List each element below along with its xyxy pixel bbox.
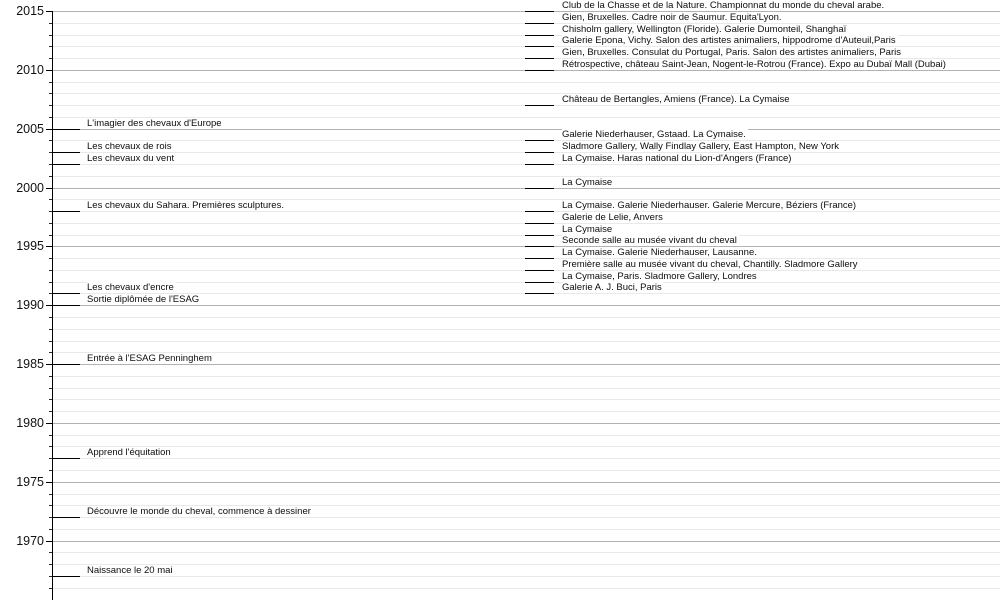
right-event-label: La Cymaise xyxy=(562,224,613,235)
minor-year-gridline xyxy=(53,458,1000,459)
major-year-gridline xyxy=(53,423,1000,424)
year-tick-label: 1980 xyxy=(16,416,44,430)
left-event-label: Les chevaux d'encre xyxy=(87,282,174,293)
year-tick-label: 2000 xyxy=(16,181,44,195)
minor-tick xyxy=(49,411,52,412)
minor-tick xyxy=(49,399,52,400)
right-event-marker xyxy=(525,223,554,224)
minor-tick xyxy=(49,282,52,283)
left-event-marker xyxy=(52,211,80,212)
minor-year-gridline xyxy=(53,317,1000,318)
major-year-gridline xyxy=(53,364,1000,365)
right-event-label: La Cymaise, Paris. Sladmore Gallery, Londres xyxy=(562,271,757,282)
minor-year-gridline xyxy=(53,494,1000,495)
minor-tick xyxy=(49,140,52,141)
right-event-label: Château de Bertangles, Amiens (France). La Cymaise xyxy=(562,94,790,105)
minor-tick xyxy=(49,199,52,200)
minor-year-gridline xyxy=(53,564,1000,565)
right-event-marker xyxy=(525,164,554,165)
minor-tick xyxy=(49,329,52,330)
minor-year-gridline xyxy=(53,576,1000,577)
minor-tick xyxy=(49,223,52,224)
major-tick xyxy=(46,70,52,71)
major-tick xyxy=(46,246,52,247)
minor-year-gridline xyxy=(53,446,1000,447)
left-event-marker xyxy=(52,458,80,459)
major-tick xyxy=(46,11,52,12)
minor-tick xyxy=(49,494,52,495)
right-event-label: Galerie Niederhauser, Gstaad. La Cymaise. xyxy=(562,129,746,140)
minor-tick xyxy=(49,435,52,436)
right-event-label: Seconde salle au musée vivant du cheval xyxy=(562,235,737,246)
minor-year-gridline xyxy=(53,529,1000,530)
left-event-marker xyxy=(52,129,80,130)
right-event-marker xyxy=(525,58,554,59)
minor-year-gridline xyxy=(53,93,1000,94)
right-event-marker xyxy=(525,235,554,236)
year-tick-label: 2015 xyxy=(16,4,44,18)
right-event-label: Première salle au musée vivant du cheval, Chantilly. Sladmore Gallery xyxy=(562,259,858,270)
left-event-label: Sortie diplômée de l'ESAG xyxy=(87,294,200,305)
left-event-marker xyxy=(52,517,80,518)
right-event-label: Rétrospective, château Saint-Jean, Nogent-le-Rotrou (France). Expo au Dubaï Mall (Dubai) xyxy=(562,59,946,70)
major-tick xyxy=(46,482,52,483)
left-event-label: L'imagier des chevaux d'Europe xyxy=(87,118,222,129)
minor-year-gridline xyxy=(53,517,1000,518)
left-event-marker xyxy=(52,164,80,165)
right-event-marker xyxy=(525,293,554,294)
minor-tick xyxy=(49,470,52,471)
left-event-label: Naissance le 20 mai xyxy=(87,565,173,576)
minor-tick xyxy=(49,93,52,94)
right-event-label: La Cymaise. Galerie Niederhauser. Galerie Mercure, Béziers (France) xyxy=(562,200,857,211)
minor-tick xyxy=(49,46,52,47)
minor-year-gridline xyxy=(53,435,1000,436)
major-year-gridline xyxy=(53,482,1000,483)
left-event-marker xyxy=(52,364,80,365)
left-event-label: Les chevaux du vent xyxy=(87,153,175,164)
year-tick-label: 1990 xyxy=(16,298,44,312)
minor-tick xyxy=(49,341,52,342)
right-event-label: Galerie Epona, Vichy. Salon des artistes animaliers, hippodrome d'Auteuil,Paris xyxy=(562,35,896,46)
minor-year-gridline xyxy=(53,388,1000,389)
right-event-marker xyxy=(525,140,554,141)
minor-tick xyxy=(49,117,52,118)
minor-tick xyxy=(49,270,52,271)
minor-tick xyxy=(49,505,52,506)
major-year-gridline xyxy=(53,541,1000,542)
minor-tick xyxy=(49,552,52,553)
left-event-label: Découvre le monde du cheval, commence à dessiner xyxy=(87,506,311,517)
year-tick-label: 1970 xyxy=(16,534,44,548)
right-event-marker xyxy=(525,211,554,212)
minor-tick xyxy=(49,564,52,565)
left-event-marker xyxy=(52,152,80,153)
minor-tick xyxy=(49,105,52,106)
right-event-marker xyxy=(525,35,554,36)
minor-year-gridline xyxy=(53,588,1000,589)
right-event-label: Chisholm gallery, Wellington (Floride). Galerie Dumonteil, Shanghaï xyxy=(562,24,847,35)
minor-tick xyxy=(49,388,52,389)
right-event-marker xyxy=(525,258,554,259)
minor-tick xyxy=(49,258,52,259)
right-event-marker xyxy=(525,246,554,247)
right-event-marker xyxy=(525,11,554,12)
right-event-marker xyxy=(525,282,554,283)
right-event-marker xyxy=(525,270,554,271)
year-tick-label: 1995 xyxy=(16,239,44,253)
right-event-label: Gien, Bruxelles. Cadre noir de Saumur. Equita'Lyon. xyxy=(562,12,782,23)
right-event-marker xyxy=(525,105,554,106)
minor-tick xyxy=(49,446,52,447)
right-event-label: La Cymaise. Galerie Niederhauser, Lausanne. xyxy=(562,247,757,258)
minor-tick xyxy=(49,317,52,318)
minor-year-gridline xyxy=(53,176,1000,177)
right-event-label: Galerie de Lelie, Anvers xyxy=(562,212,663,223)
year-tick-label: 1985 xyxy=(16,357,44,371)
year-tick-label: 1975 xyxy=(16,475,44,489)
minor-tick xyxy=(49,23,52,24)
minor-year-gridline xyxy=(53,470,1000,471)
minor-year-gridline xyxy=(53,399,1000,400)
right-event-marker xyxy=(525,152,554,153)
right-event-marker xyxy=(525,70,554,71)
minor-tick xyxy=(49,352,52,353)
left-event-label: Apprend l'équitation xyxy=(87,447,171,458)
left-event-marker xyxy=(52,305,80,306)
right-event-marker xyxy=(525,46,554,47)
year-tick-label: 2010 xyxy=(16,63,44,77)
minor-tick xyxy=(49,35,52,36)
right-event-label: La Cymaise. Haras national du Lion-d'Angers (France) xyxy=(562,153,792,164)
left-event-marker xyxy=(52,293,80,294)
left-event-label: Entrée à l'ESAG Penninghem xyxy=(87,353,212,364)
minor-year-gridline xyxy=(53,376,1000,377)
minor-tick xyxy=(49,82,52,83)
major-tick xyxy=(46,188,52,189)
left-event-label: Les chevaux du Sahara. Premières sculptures. xyxy=(87,200,284,211)
right-event-label: Sladmore Gallery, Wally Findlay Gallery, East Hampton, New York xyxy=(562,141,840,152)
minor-tick xyxy=(49,529,52,530)
left-event-marker xyxy=(52,576,80,577)
minor-year-gridline xyxy=(53,341,1000,342)
minor-year-gridline xyxy=(53,82,1000,83)
minor-year-gridline xyxy=(53,329,1000,330)
minor-year-gridline xyxy=(53,552,1000,553)
minor-tick xyxy=(49,176,52,177)
right-event-label: La Cymaise xyxy=(562,177,613,188)
minor-tick xyxy=(49,58,52,59)
right-event-marker xyxy=(525,23,554,24)
minor-tick xyxy=(49,588,52,589)
minor-tick xyxy=(49,376,52,377)
major-tick xyxy=(46,423,52,424)
major-tick xyxy=(46,541,52,542)
minor-tick xyxy=(49,235,52,236)
minor-year-gridline xyxy=(53,411,1000,412)
left-event-label: Les chevaux de rois xyxy=(87,141,172,152)
right-event-marker xyxy=(525,188,554,189)
year-tick-label: 2005 xyxy=(16,122,44,136)
right-event-label: Club de la Chasse et de la Nature. Championnat du monde du cheval arabe. xyxy=(562,0,885,11)
major-year-gridline xyxy=(53,305,1000,306)
right-event-label: Gien, Bruxelles. Consulat du Portugal, Paris. Salon des artistes animaliers, Paris xyxy=(562,47,901,58)
major-year-gridline xyxy=(53,129,1000,130)
right-event-label: Galerie A. J. Buci, Paris xyxy=(562,282,662,293)
